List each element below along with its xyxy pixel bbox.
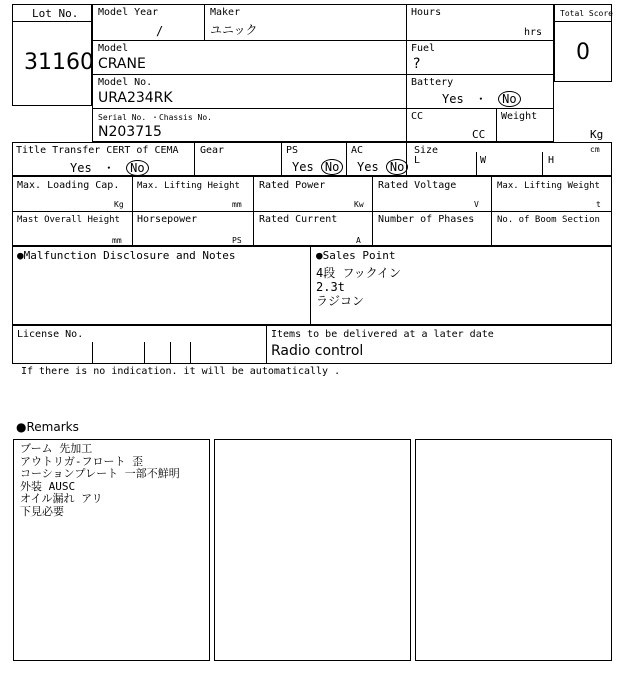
hours-label: Hours — [411, 7, 442, 18]
items-later-label: Items to be delivered at a later date — [271, 329, 494, 340]
items-later-value: Radio control — [271, 343, 364, 359]
model-no-label: Model No. — [98, 77, 153, 88]
title-transfer-label: Title Transfer CERT of CEMA — [16, 145, 179, 156]
ps-yes: Yes — [292, 160, 314, 174]
phases-label: Number of Phases — [378, 214, 475, 225]
rated-voltage-unit: V — [474, 200, 479, 209]
battery-yes: Yes — [442, 92, 464, 106]
weight-unit: Kg — [590, 128, 604, 141]
hours-unit: hrs — [524, 27, 543, 38]
maker-label: Maker — [210, 7, 241, 18]
ac-no-circled: No — [386, 159, 408, 175]
lot-number: 31160 — [24, 50, 94, 75]
ps-options — [292, 159, 343, 175]
remarks-text: ブーム 先加工 アウトリガ-フロート 歪 コーションプレート 一部不鮮明 外装 AUSC オイル漏れ アリ 下見必要 — [20, 442, 180, 518]
battery-sep: ・ — [474, 92, 487, 106]
rated-power-label: Rated Power — [259, 180, 326, 191]
ac-yes: Yes — [357, 160, 379, 174]
remarks-box-3 — [415, 439, 612, 661]
rated-current-label: Rated Current — [259, 214, 338, 225]
serial-label: Serial No. ・Chassis No. — [98, 113, 212, 122]
model-value: CRANE — [98, 56, 146, 72]
ps-no-circled: No — [321, 159, 343, 175]
sales-point-text: 4段 フックイン 2.3t ラジコン — [316, 266, 402, 308]
footnote: If there is no indication. it will be automatically . — [21, 366, 341, 377]
boom-sections-label: No. of Boom Section — [497, 215, 600, 225]
lot-label: Lot No. — [32, 7, 79, 20]
fuel-label: Fuel — [411, 43, 436, 54]
size-unit: cm — [590, 145, 600, 154]
fuel-value: ? — [413, 56, 421, 72]
rated-power-unit: Kw — [354, 200, 364, 209]
serial-value: N203715 — [98, 124, 162, 140]
malfunction-label: ●Malfunction Disclosure and Notes — [17, 249, 236, 262]
max-lifting-weight-label: Max. Lifting Weight — [497, 181, 600, 191]
total-score-label: Total Score — [560, 9, 613, 18]
horsepower-label: Horsepower — [137, 214, 198, 225]
max-loading-label: Max. Loading Cap. — [17, 180, 120, 191]
total-score-value: 0 — [576, 40, 590, 65]
cc-unit: CC — [472, 128, 486, 141]
title-transfer-options — [70, 159, 149, 176]
mast-height-unit: mm — [112, 236, 122, 245]
mast-height-label: Mast Overall Height — [17, 215, 120, 225]
max-lifting-height-unit: mm — [232, 200, 242, 209]
title-transfer-no-circled: No — [126, 160, 148, 176]
ac-options — [357, 159, 408, 175]
battery-options — [442, 90, 521, 107]
title-transfer-yes: Yes — [70, 161, 92, 175]
gear-label: Gear — [200, 145, 225, 156]
size-w: W — [480, 155, 487, 166]
max-lifting-height-label: Max. Lifting Height — [137, 181, 240, 191]
battery-no-circled: No — [498, 91, 520, 107]
maker-value: ユニック — [210, 23, 258, 37]
model-label: Model — [98, 43, 129, 54]
cc-label: CC — [411, 111, 424, 122]
title-transfer-sep: ・ — [102, 161, 115, 175]
horsepower-unit: PS — [232, 236, 242, 245]
remarks-label: ●Remarks — [16, 420, 79, 434]
model-year-label: Model Year — [98, 7, 159, 18]
max-loading-unit: Kg — [114, 200, 124, 209]
max-lifting-weight-unit: t — [596, 200, 601, 209]
rated-voltage-label: Rated Voltage — [378, 180, 457, 191]
license-label: License No. — [17, 329, 84, 340]
model-year-value: / — [156, 24, 164, 38]
rated-current-unit: A — [356, 236, 361, 245]
size-h: H — [548, 155, 555, 166]
size-label: Size — [414, 145, 439, 156]
model-no-value: URA234RK — [98, 90, 173, 106]
size-l: L — [414, 155, 421, 166]
remarks-box-2 — [214, 439, 411, 661]
ps-label: PS — [286, 145, 299, 156]
battery-label: Battery — [411, 77, 454, 88]
sales-point-label: ●Sales Point — [316, 249, 396, 262]
ac-label: AC — [351, 145, 364, 156]
weight-label: Weight — [501, 111, 538, 122]
